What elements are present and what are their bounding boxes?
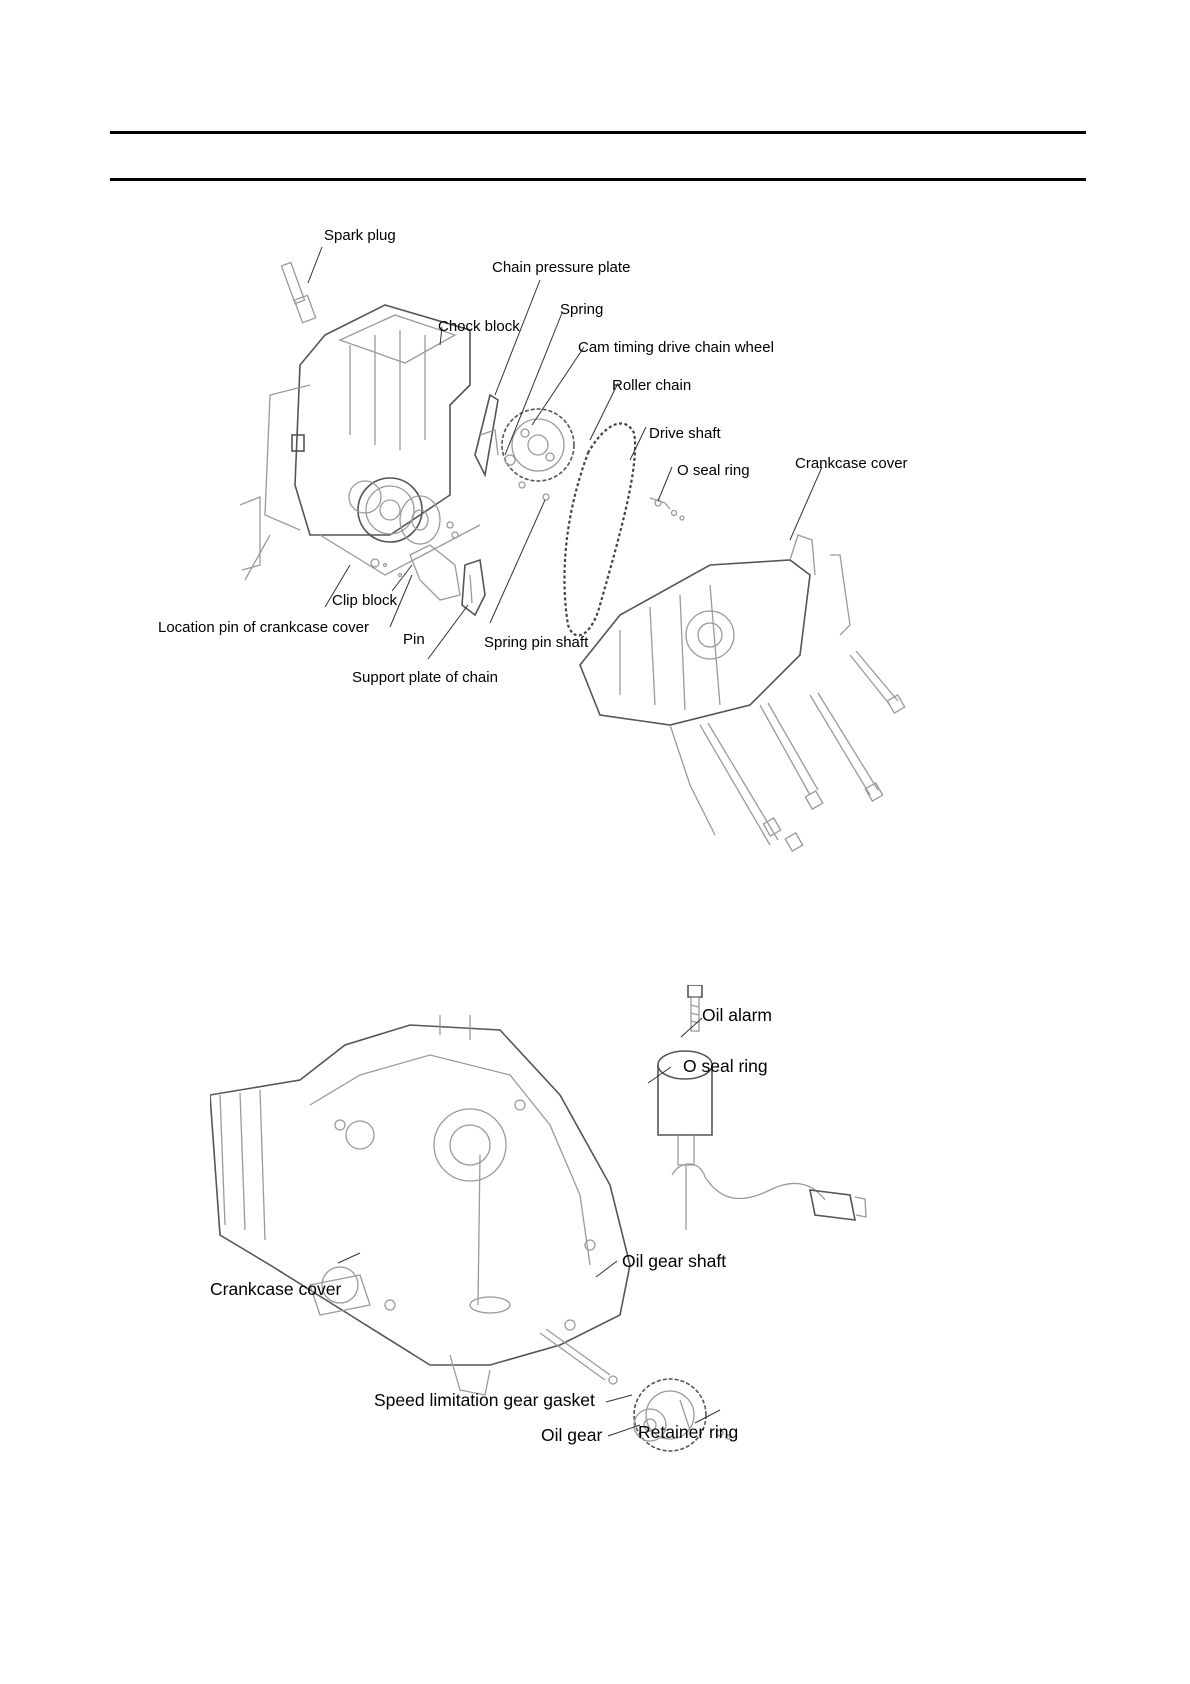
oil-gear-shaft-part	[540, 1329, 617, 1384]
exploded-view-timing-chain	[150, 227, 950, 915]
header-top-rule	[110, 131, 1086, 134]
label-pin: Pin	[403, 631, 425, 648]
oil-alarm-part	[658, 1051, 866, 1230]
label-retainer-ring: Retainer ring	[638, 1422, 739, 1442]
label-speed-limitation-gear-gasket: Speed limitation gear gasket	[374, 1390, 595, 1410]
label-crankcase-cover: Crankcase cover	[795, 455, 908, 472]
label-chain-pressure-plate: Chain pressure plate	[492, 259, 631, 276]
label-spring: Spring	[560, 301, 604, 318]
spark-plug-part	[281, 262, 315, 322]
label-oil-gear: Oil gear	[541, 1425, 603, 1445]
label-clip-block: Clip block	[332, 592, 398, 609]
label-location-pin: Location pin of crankcase cover	[158, 619, 369, 636]
crankcase-cover-drawing	[210, 985, 890, 1545]
label-o-seal-ring: O seal ring	[677, 462, 750, 479]
label-chock-block: Chock block	[438, 318, 520, 335]
label-o-seal-ring-2: O seal ring	[683, 1056, 768, 1076]
bolts-part	[700, 651, 905, 851]
label-drive-shaft: Drive shaft	[649, 425, 721, 442]
crankcase-cover-part	[210, 1015, 630, 1395]
cam-wheel-part	[502, 409, 574, 500]
drive-shaft-part	[650, 498, 684, 520]
crankcase-cover-part	[580, 535, 850, 835]
label-spark-plug: Spark plug	[324, 227, 396, 244]
timing-chain-drawing	[150, 235, 950, 915]
header-bottom-rule	[110, 178, 1086, 181]
label-roller-chain: Roller chain	[612, 377, 692, 394]
chain-pressure-plate-part	[475, 395, 498, 475]
label-cam-timing-drive-chain-wheel: Cam timing drive chain wheel	[578, 339, 774, 356]
label-oil-alarm: Oil alarm	[702, 1005, 773, 1025]
label-oil-gear-shaft: Oil gear shaft	[622, 1251, 727, 1271]
leader-lines	[338, 1018, 720, 1436]
roller-chain-part	[564, 423, 635, 635]
exploded-view-crankcase-cover	[210, 985, 890, 1545]
label-support-plate: Support plate of chain	[352, 669, 498, 686]
label-spring-pin-shaft: Spring pin shaft	[484, 634, 589, 651]
cylinder-block-part	[240, 305, 480, 580]
label-crankcase-cover-2: Crankcase cover	[210, 1279, 342, 1299]
